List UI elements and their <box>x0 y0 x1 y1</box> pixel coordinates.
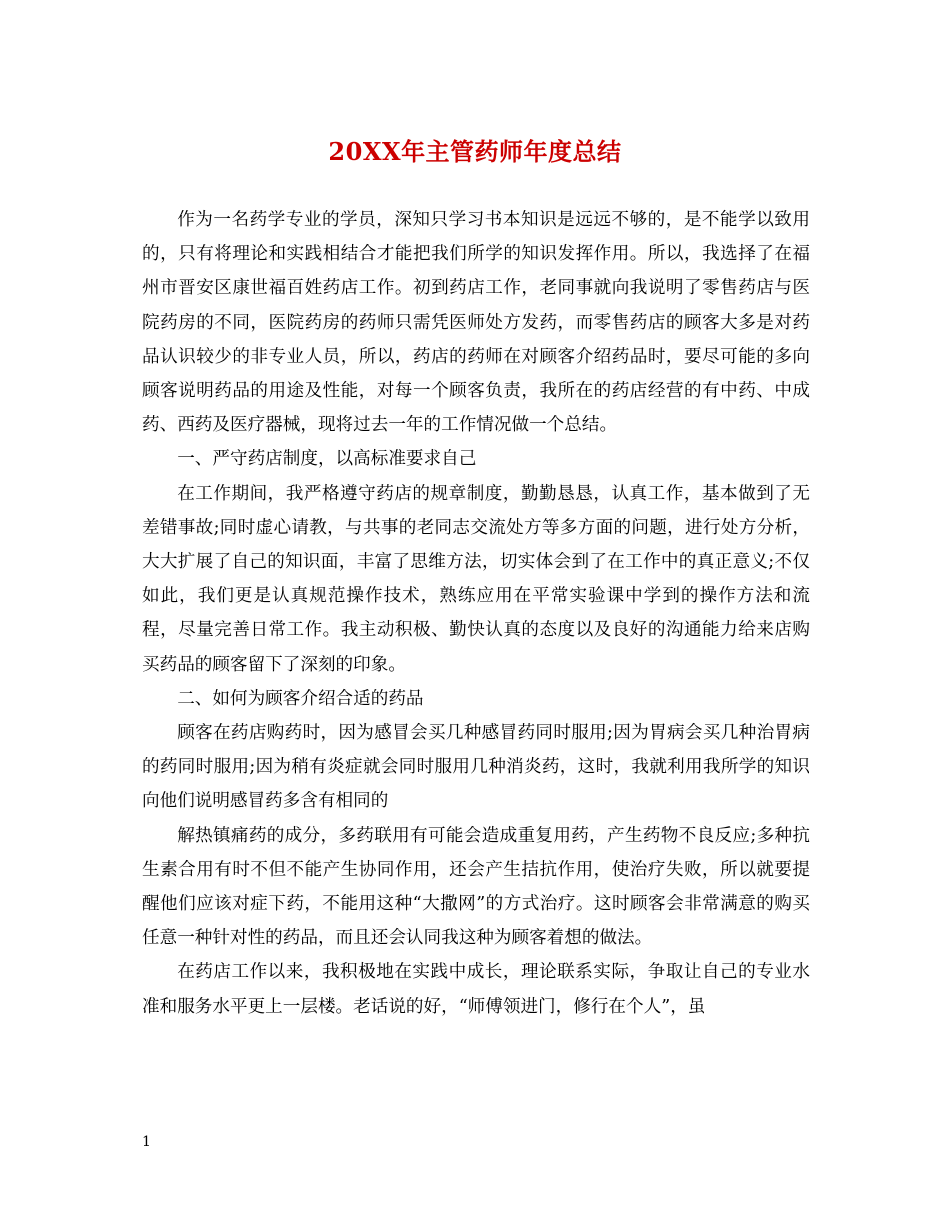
page-number: 1 <box>142 1134 151 1150</box>
section-heading-2: 二、如何为顾客介绍合适的药品 <box>177 688 424 709</box>
document-title: 20XX年主管药师年度总结 <box>328 137 622 166</box>
paragraph-section-2b: 解热镇痛药的成分，多药联用有可能会造成重复用药，产生药物不良反应;多种抗生素合用有时不但不能产生协同作用，还会产生拮抗作用，使治疗失败，所以就要提醒他们应该对症下药，不能用这种“大撒网”的方式治疗。这时顾客会非常满意的购买任意一种针对性的药品，而且还会认同我这种为顾客着想的做法。 <box>142 825 810 949</box>
document-body <box>142 203 810 1024</box>
paragraph-section-2a: 顾客在药店购药时，因为感冒会买几种感冒药同时服用;因为胃病会买几种治胃病的药同时服用;因为稍有炎症就会同时服用几种消炎药，这时，我就利用我所学的知识向他们说明感冒药多含有相同的 <box>142 723 810 812</box>
paragraph-closing: 在药店工作以来，我积极地在实践中成长，理论联系实际，争取让自己的专业水准和服务水平更上一层楼。老话说的好，“师傅领进门，修行在个人”，虽 <box>142 962 810 1017</box>
section-heading-1: 一、严守药店制度，以高标准要求自己 <box>177 449 477 470</box>
paragraph-section-1: 在工作期间，我严格遵守药店的规章制度，勤勤恳恳，认真工作，基本做到了无差错事故;同时虚心请教，与共事的老同志交流处方等多方面的问题，进行处方分析，大大扩展了自己的知识面，丰富了思维方法，切实体会到了在工作中的真正意义;不仅如此，我们更是认真规范操作技术，熟练应用在平常实验课中学到的操作方法和流程，尽量完善日常工作。我主动积极、勤快认真的态度以及良好的沟通能力给来店购买药品的顾客留下了深刻的印象。 <box>142 483 810 675</box>
paragraph-intro: 作为一名药学专业的学员，深知只学习书本知识是远远不够的，是不能学以致用的，只有将理论和实践相结合才能把我们所学的知识发挥作用。所以，我选择了在福州市晋安区康世福百姓药店工作。初到药店工作，老同事就向我说明了零售药店与医院药房的不同，医院药房的药师只需凭医师处方发药，而零售药店的顾客大多是对药品认识较少的非专业人员，所以，药店的药师在对顾客介绍药品时，要尽可能的多向顾客说明药品的用途及性能，对每一个顾客负责，我所在的药店经营的有中药、中成药、西药及医疗器械，现将过去一年的工作情况做一个总结。 <box>142 210 810 436</box>
